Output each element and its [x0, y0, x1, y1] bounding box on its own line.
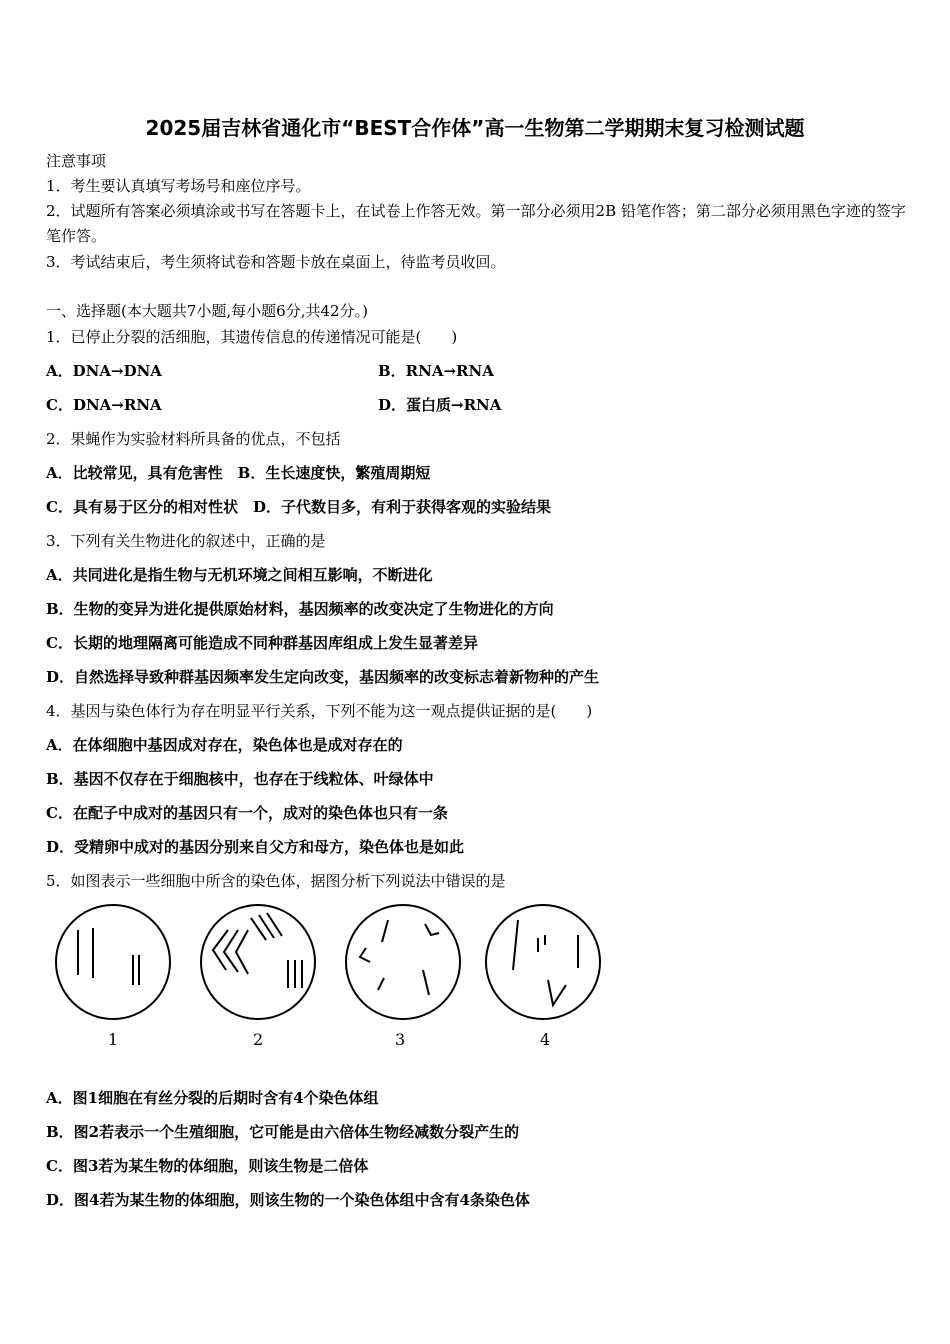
chromosome-figure — [48, 900, 608, 1060]
cell-1-diagram — [56, 905, 170, 1019]
section-heading: 一、选择题(本大题共7小题,每小题6分,共42分。) — [46, 302, 368, 320]
question-4-option-d[interactable]: D．受精卵中成对的基因分别来自父方和母方，染色体也是如此 — [46, 838, 465, 856]
question-3-stem: 3．下列有关生物进化的叙述中，正确的是 — [46, 532, 326, 550]
question-3-option-a[interactable]: A．共同进化是指生物与无机环境之间相互影响，不断进化 — [46, 566, 433, 584]
cell-4-diagram — [486, 905, 600, 1019]
figure-label-2: 2 — [253, 1030, 264, 1049]
question-3-option-d[interactable]: D．自然选择导致种群基因频率发生定向改变，基因频率的改变标志着新物种的产生 — [46, 668, 600, 686]
question-4-option-a[interactable]: A．在体细胞中基因成对存在，染色体也是成对存在的 — [46, 736, 403, 754]
cell-3-diagram — [346, 905, 460, 1019]
question-5-option-d[interactable]: D．图4若为某生物的体细胞，则该生物的一个染色体组中含有4条染色体 — [46, 1191, 530, 1209]
question-5-stem: 5．如图表示一些细胞中所含的染色体，据图分析下列说法中错误的是 — [46, 872, 506, 890]
question-2-stem: 2．果蝇作为实验材料所具备的优点，不包括 — [46, 430, 341, 448]
question-3-option-c[interactable]: C．长期的地理隔离可能造成不同种群基因库组成上发生显著差异 — [46, 634, 478, 652]
notice-item-1: 1．考生要认真填写考场号和座位序号。 — [46, 177, 311, 195]
question-1-option-b[interactable]: B．RNA→RNA — [378, 362, 494, 380]
question-1-option-d[interactable]: D．蛋白质→RNA — [378, 396, 502, 414]
page-title: 2025届吉林省通化市“BEST合作体”高一生物第二学期期末复习检测试题 — [145, 116, 805, 140]
question-4-stem: 4．基因与染色体行为存在明显平行关系，下列不能为这一观点提供证据的是( ) — [46, 702, 593, 720]
notice-item-3: 3．考试结束后，考生须将试卷和答题卡放在桌面上，待监考员收回。 — [46, 253, 506, 271]
question-4-option-c[interactable]: C．在配子中成对的基因只有一个，成对的染色体也只有一条 — [46, 804, 448, 822]
question-4-option-b[interactable]: B．基因不仅存在于细胞核中，也存在于线粒体、叶绿体中 — [46, 770, 434, 788]
question-5-option-b[interactable]: B．图2若表示一个生殖细胞，它可能是由六倍体生物经减数分裂产生的 — [46, 1123, 520, 1141]
question-1-option-c[interactable]: C．DNA→RNA — [46, 396, 162, 414]
cell-2-diagram — [201, 905, 315, 1019]
figure-label-4: 4 — [540, 1030, 551, 1049]
question-1-stem: 1．已停止分裂的活细胞，其遗传信息的传递情况可能是( ) — [46, 328, 458, 346]
question-1-option-a[interactable]: A．DNA→DNA — [46, 362, 162, 380]
figure-label-3: 3 — [395, 1030, 406, 1049]
question-5-option-a[interactable]: A．图1细胞在有丝分裂的后期时含有4个染色体组 — [46, 1089, 379, 1107]
question-2-options-ab[interactable]: A．比较常见，具有危害性 B．生长速度快，繁殖周期短 — [46, 464, 431, 482]
notice-heading: 注意事项 — [46, 152, 107, 170]
question-3-option-b[interactable]: B．生物的变异为进化提供原始材料，基因频率的改变决定了生物进化的方向 — [46, 600, 554, 618]
notice-item-2: 2．试题所有答案必须填涂或书写在答题卡上，在试卷上作答无效。第一部分必须用2B 铅笔作答；第二部分必须用黑色字迹的签字笔作答。 — [46, 202, 906, 245]
figure-label-1: 1 — [108, 1030, 119, 1049]
question-2-options-cd[interactable]: C．具有易于区分的相对性状 D．子代数目多，有利于获得客观的实验结果 — [46, 498, 551, 516]
question-5-option-c[interactable]: C．图3若为某生物的体细胞，则该生物是二倍体 — [46, 1157, 369, 1175]
